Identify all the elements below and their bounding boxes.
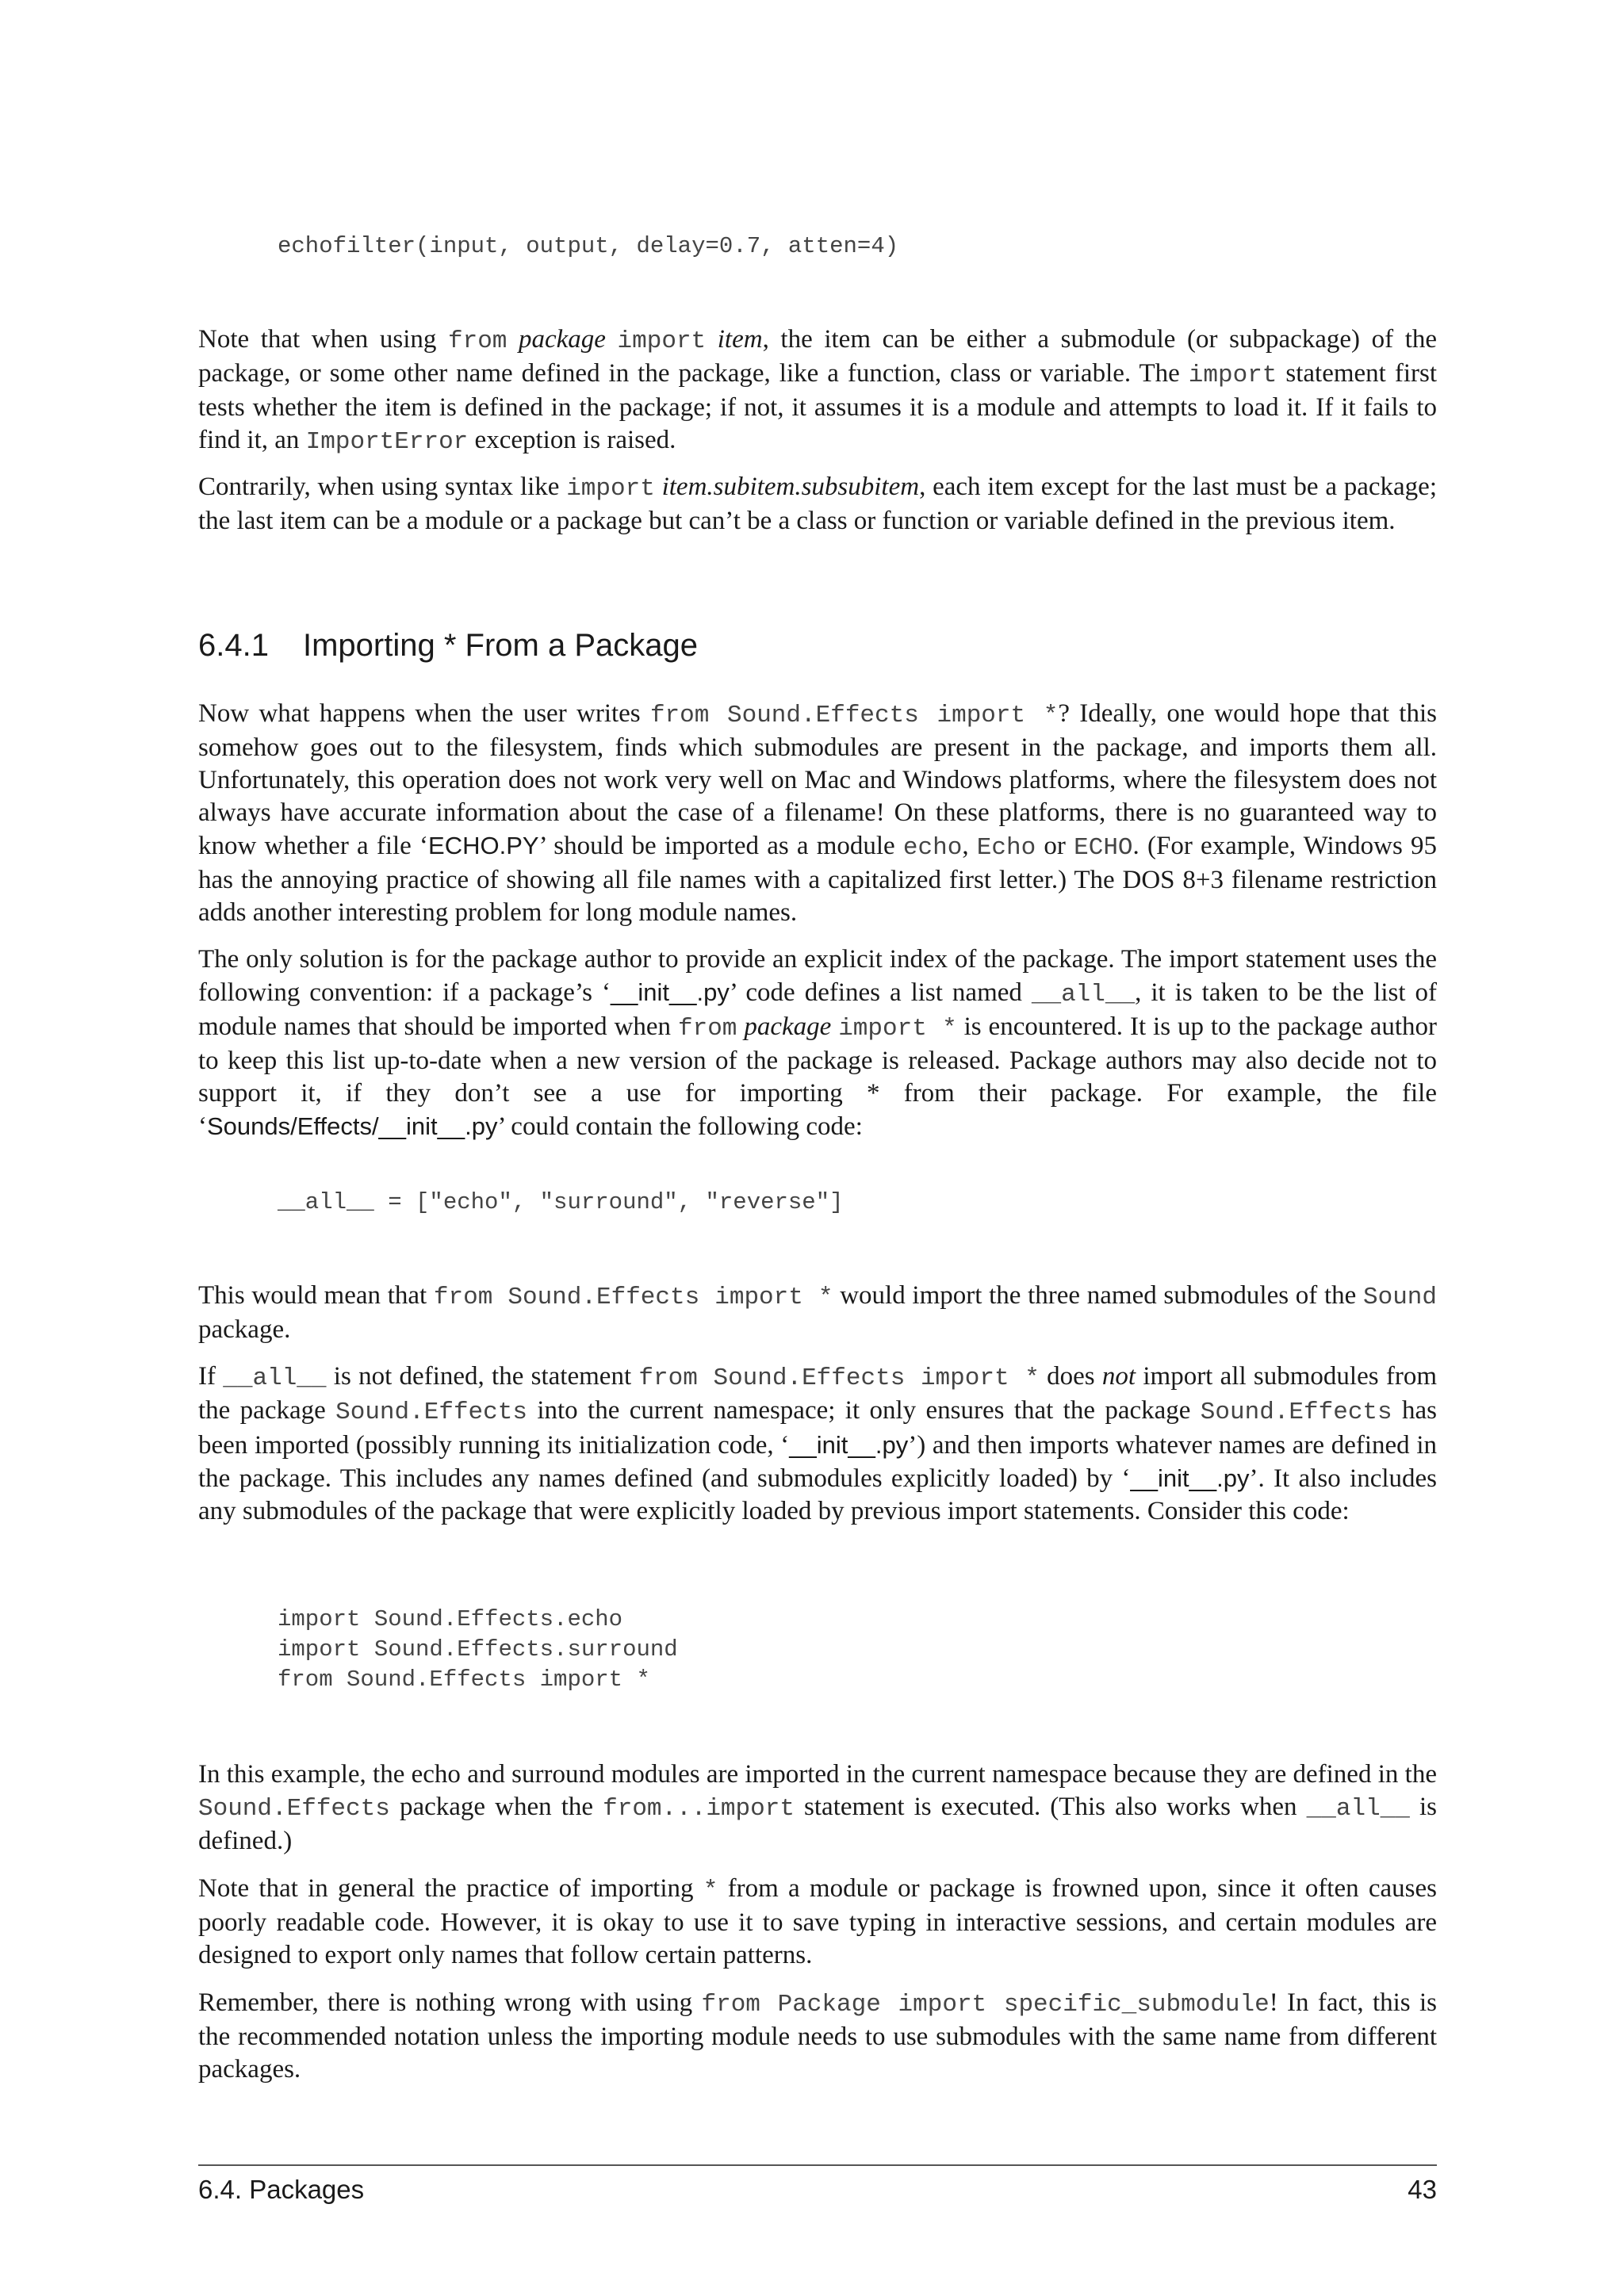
paragraph-this-would-mean: This would mean that from Sound.Effects import * would import the three named submodules of the Sound package. bbox=[198, 1281, 1437, 1344]
footer-section-label: 6.4. Packages bbox=[198, 2175, 365, 2204]
code-block-import-sound: import Sound.Effects.echo import Sound.Effects.surround from Sound.Effects import * bbox=[278, 1606, 678, 1693]
document-page bbox=[198, 0, 1437, 2296]
paragraph-in-this-example: In this example, the echo and surround modules are imported in the current namespace because they are defined in the Sound.Effects package when the from...import statement is executed. (This also works when __all__ is defined.) bbox=[198, 1760, 1437, 1855]
section-title: Importing * From a Package bbox=[303, 628, 698, 663]
paragraph-if-all-not-defined: If __all__ is not defined, the statement from Sound.Effects import * does not import all submodules from the package Sound.Effects into the current namespace; it only ensures that the package Sound.Effects has been imported (possibly running its initialization code, ‘__init__.py’) and then imports whatever names are defined in the package. This includes any names defined (and submodules explicitly loaded) by ‘__init__.py’. It also includes any submodules of the package that were explicitly loaded by previous import statements. Consider this code: bbox=[198, 1362, 1438, 1525]
paragraph-only-solution: The only solution is for the package author to provide an explicit index of the package. The import statement uses the following convention: if a package’s ‘__init__.py’ code defines a list named __all__, it is taken to be the list of module names that should be imported when from package import * is encountered. It is up to the package author to keep this list up-to-date when a new version of the package is released. Package authors may also decide not to support it, if they don’t see a use for importing * from their package. For example, the file ‘Sounds/Effects/__init__.py’ could contain the following code: bbox=[198, 945, 1438, 1141]
footer-divider bbox=[198, 2164, 1437, 2166]
paragraph-from-package-import-item: Note that when using from package import item, the item can be either a submodule (or subpackage) of the package, or some other name defined in the package, like a function, class or variable. The import statement first tests whether the item is defined in the package; if not, it assumes it is a module and attempts to load it. If it fails to find it, an ImportError exception is raised. bbox=[198, 325, 1438, 456]
section-heading-importing-star bbox=[198, 626, 698, 664]
code-block-echofilter: echofilter(input, output, delay=0.7, atten=4) bbox=[278, 233, 899, 259]
paragraph-remember: Remember, there is nothing wrong with using from Package import specific_submodule! In fact, this is the recommended notation unless the importing module needs to use submodules with the same name from different packages. bbox=[198, 1988, 1437, 2084]
paragraph-what-happens: Now what happens when the user writes from Sound.Effects import *? Ideally, one would hope that this somehow goes out to the filesystem, finds which submodules are present in the package, and imports them all. Unfortunately, this operation does not work very well on Mac and Windows platforms, where the filesystem does not always have accurate information about the case of a filename! On these platforms, there is no guaranteed way to know whether a file ‘ECHO.PY’ should be imported as a module echo, Echo or ECHO. (For example, Windows 95 has the annoying practice of showing all file names with a capitalized first letter.) The DOS 8+3 filename restriction adds another interesting problem for long module names. bbox=[198, 699, 1438, 927]
section-number: 6.4.1 bbox=[198, 628, 269, 663]
paragraph-import-item-subitem: Contrarily, when using syntax like import item.subitem.subsubitem, each item except for the last must be a package; the last item can be a module or a package but can’t be a class or function or variable defined in the previous item. bbox=[198, 473, 1437, 535]
paragraph-note-frowned-upon: Note that in general the practice of importing * from a module or package is frowned upon, since it often causes poorly readable code. However, it is okay to use it to save typing in interactive sessions, and certain modules are designed to export only names that follow certain patterns. bbox=[198, 1874, 1437, 1969]
code-block-all-list: __all__ = ["echo", "surround", "reverse"] bbox=[278, 1189, 844, 1215]
footer-page-number: 43 bbox=[1408, 2175, 1437, 2204]
